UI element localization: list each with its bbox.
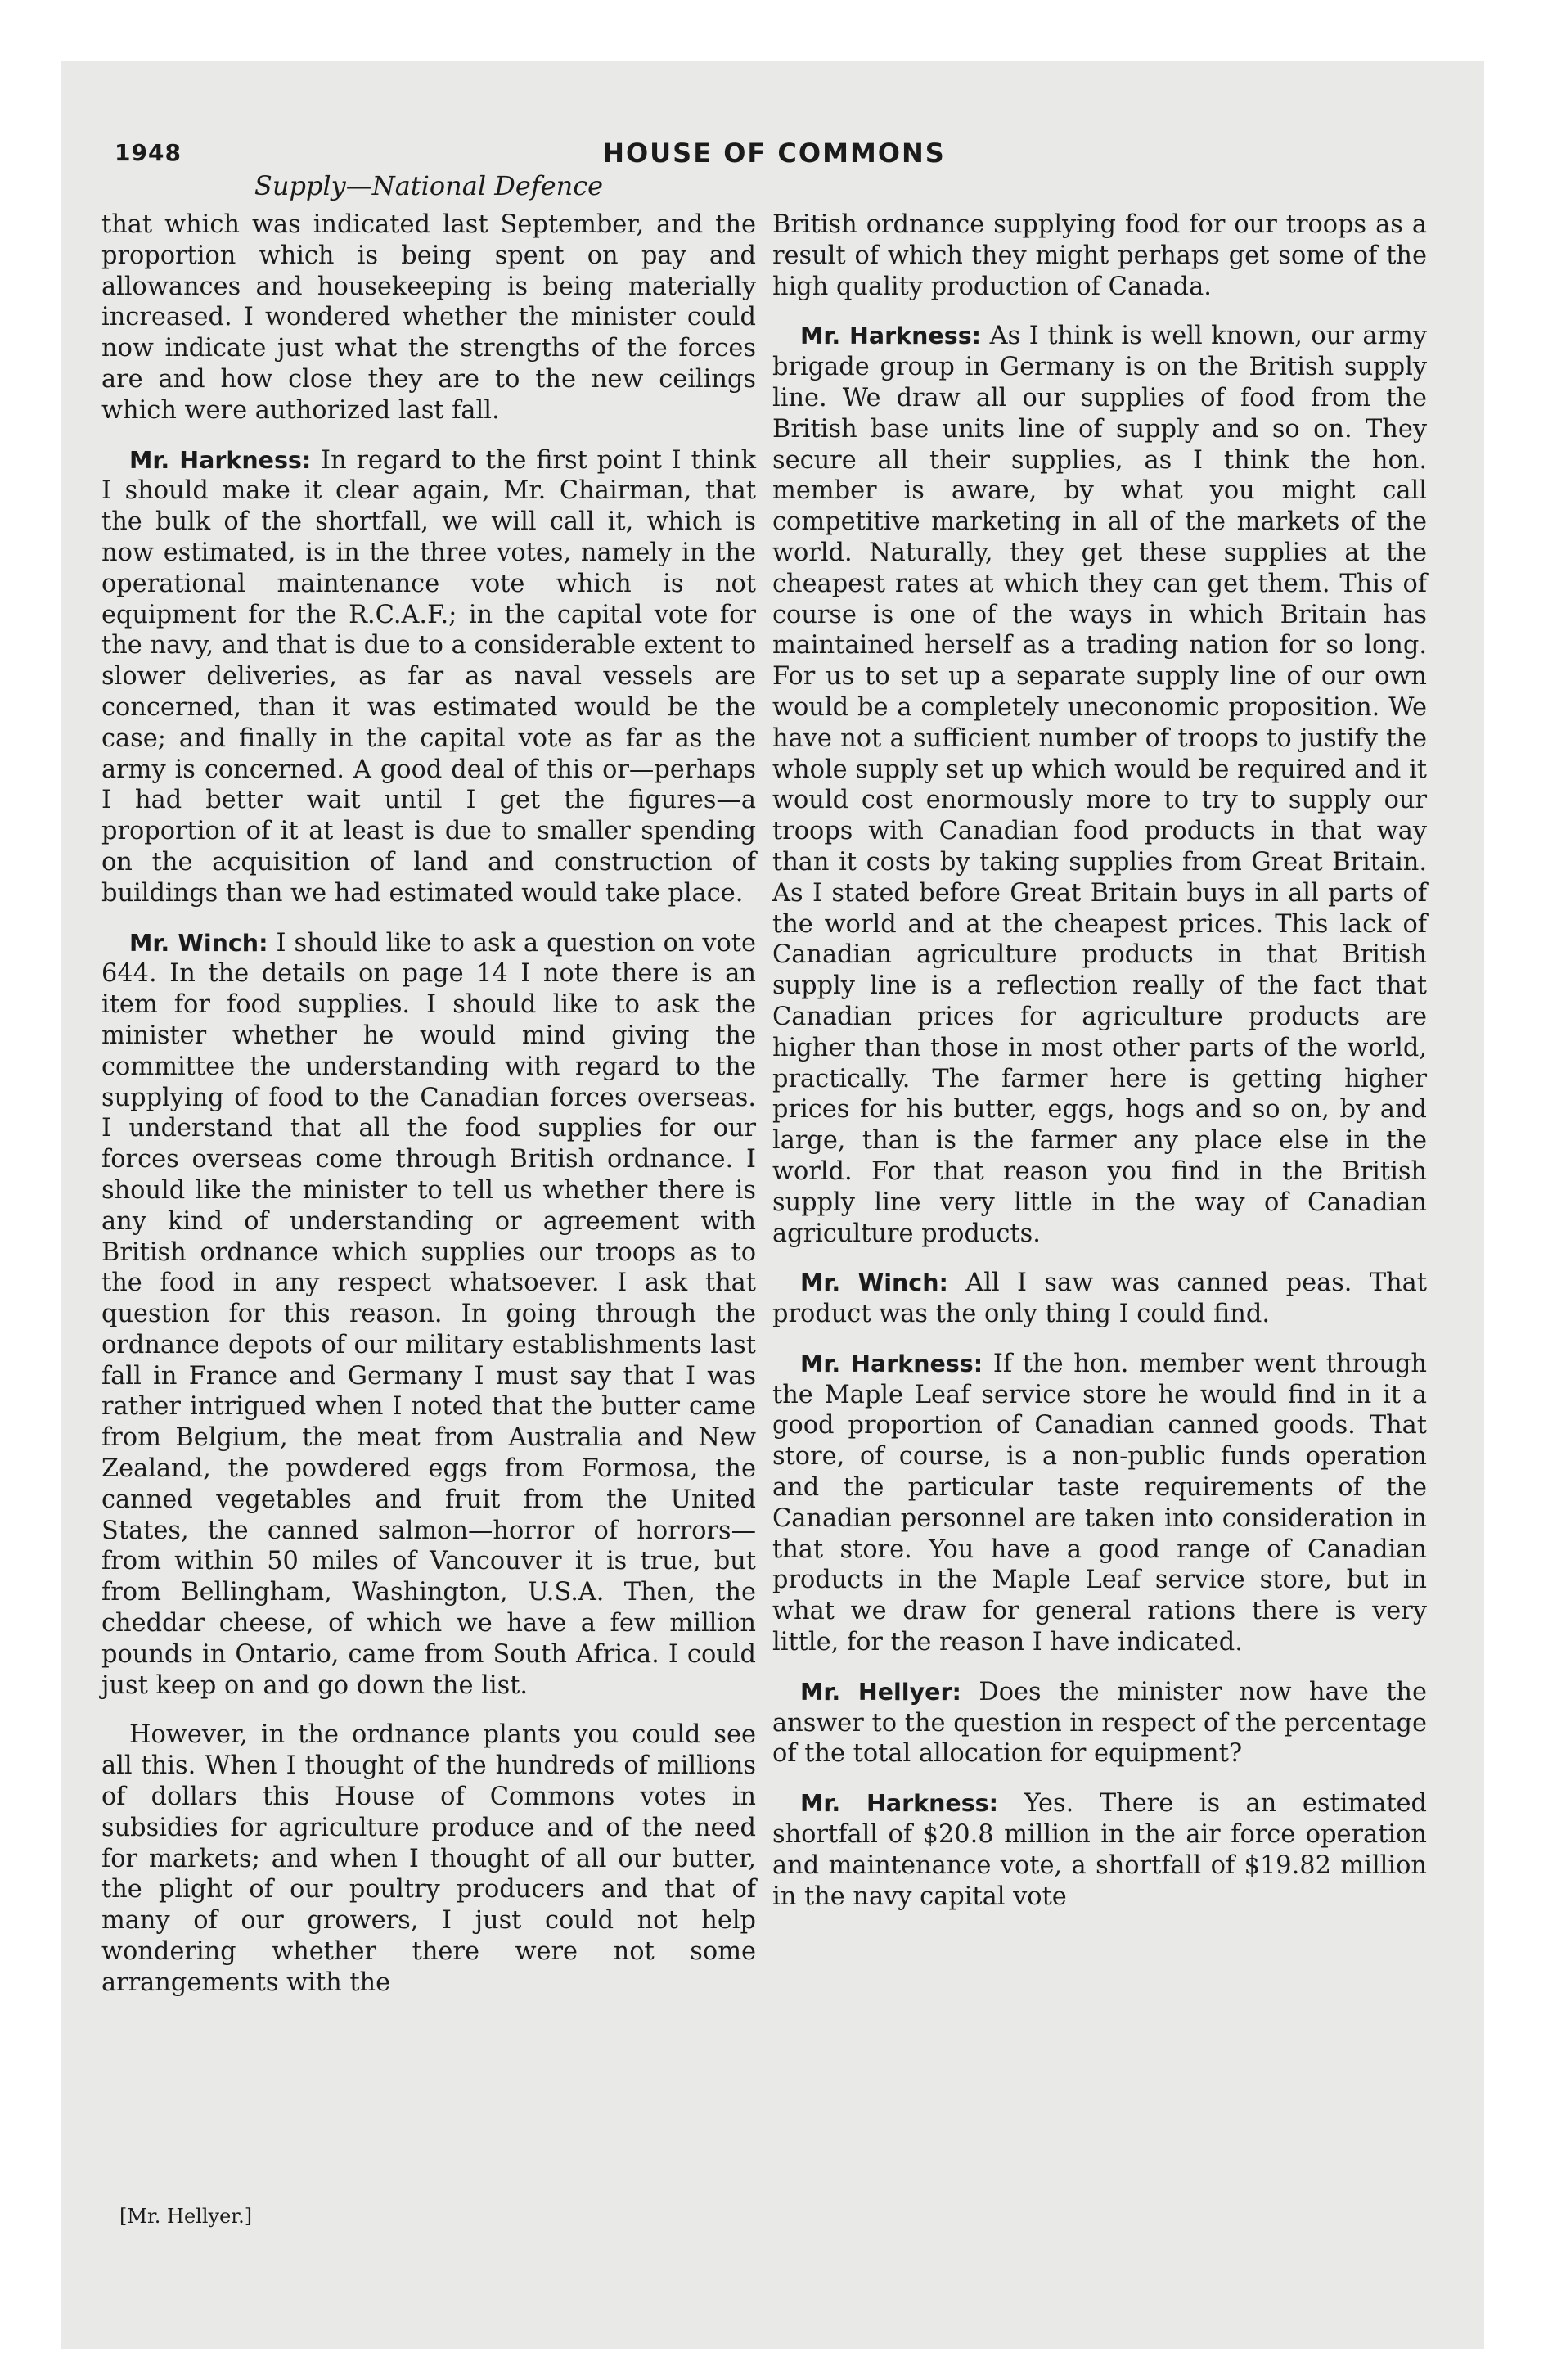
paragraph [101, 210, 756, 426]
paragraph [772, 321, 1427, 1249]
speaker-name: Mr. Harkness: [800, 1350, 983, 1377]
paragraph [772, 1349, 1427, 1658]
left-column [101, 210, 756, 2017]
speaker-name: Mr. Harkness: [800, 322, 982, 350]
running-head: HOUSE OF COMMONS [602, 137, 946, 169]
paragraph [101, 928, 756, 1702]
paragraph-text: All I saw was canned peas. That product was the only thing I could find. [772, 1269, 1427, 1329]
paragraph [101, 445, 756, 909]
paragraph-text: As I think is well known, our army brigade group in Germany is on the British supply line. We draw all our supplies of food from the British base units line of supply and so on. They secure all their supplies, as I think the hon. member is aware, by what you might call competitive marketing in all of the markets of the world. Naturally, they get these supplies at the cheapest rates at which they can get them. This of course is one of the ways in which Britain has maintained herself as a trading nation for so long. For us to set up a separate supply line of our own would be a completely uneconomic proposition. We have not a sufficient number of troops to justify the whole supply set up which would be required and it would cost enormously more to try to supply our troops with Canadian food products in that way than it costs by taking supplies from Great Britain. As I stated before Great Britain buys in all parts of the world and at the cheapest prices. This lack of Canadian agriculture products in that British supply line is a reflection really of the fact that Canadian prices for agriculture products are higher than those in most other parts of the world, practically. The farmer here is getting higher prices for his butter, eggs, hogs and so on, by and large, than is the farmer any place else in the world. For that reason you find in the British supply line very little in the way of Canadian agriculture products. [772, 322, 1427, 1248]
footer-speaker-reference: [Mr. Hellyer.] [119, 2205, 253, 2228]
section-heading: Supply—National Defence [254, 170, 604, 201]
paragraph-text: that which was indicated last September, and the proportion which is being spent on pay and allowances and housekeeping is being materially increased. I wondered whether the minister could now indicate just what the strengths of the forces are and how close they are to the new ceilings which were authorized last fall. [101, 210, 756, 425]
speaker-name: Mr. Winch: [129, 929, 268, 957]
page-number: 1948 [115, 139, 182, 166]
speaker-name: Mr. Harkness: [800, 1790, 999, 1818]
speaker-name: Mr. Harkness: [129, 446, 312, 474]
paragraph [772, 1677, 1427, 1769]
right-column [772, 210, 1427, 1931]
paragraph [772, 210, 1427, 302]
paragraph-text: Yes. There is an estimated shortfall of $20.8 million in the air force operation and maintenance vote, a shortfall of $19.82 million in the navy capital vote [772, 1789, 1427, 1911]
paragraph-text: British ordnance supplying food for our troops as a result of which they might perhaps get some of the high quality production of Canada. [772, 210, 1427, 301]
speaker-name: Mr. Winch: [800, 1269, 948, 1297]
paragraph-text: Does the minister now have the answer to the question in respect of the percentage of the total allocation for equipment? [772, 1677, 1427, 1769]
paragraph [101, 1720, 756, 1998]
paragraph-text: I should like to ask a question on vote 644. In the details on page 14 I note there is an item for food supplies. I should like to ask the minister whether he would mind giving the committee the understanding with regard to the supplying of food to the Canadian forces overseas. I understand that all the food supplies for our forces overseas come through British ordnance. I should like the minister to tell us whether there is any kind of understanding or agreement with British ordnance which supplies our troops as to the food in any respect whatsoever. I ask that question for this reason. In going through the ordnance depots of our military establishments last fall in France and Germany I must say that I was rather intrigued when I noted that the butter came from Belgium, the meat from Australia and New Zealand, the powdered eggs from Formosa, the canned vegetables and fruit from the United States, the canned salmon—horror of horrors—from within 50 miles of Vancouver it is true, but from Bellingham, Washington, U.S.A. Then, the cheddar cheese, of which we have a few million pounds in Ontario, came from South Africa. I could just keep on and go down the list. [101, 928, 756, 1700]
paragraph-text: However, in the ordnance plants you could see all this. When I thought of the hundreds of millions of dollars this House of Commons votes in subsidies for agriculture produce and of the need for markets; and when I thought of all our butter, the plight of our poultry producers and that of many of our growers, I just could not help wondering whether there were not some arrangements with the [101, 1720, 756, 1997]
paragraph-text: In regard to the first point I think I should make it clear again, Mr. Chairman, that the bulk of the shortfall, we will call it, which is now estimated, is in the three votes, namely in the operational maintenance vote which is not equipment for the R.C.A.F.; in the capital vote for the navy, and that is due to a considerable extent to slower deliveries, as far as naval vessels are concerned, than it was estimated would be the case; and finally in the capital vote as far as the army is concerned. A good deal of this or—perhaps I had better wait until I get the figures—a proportion of it at least is due to smaller spending on the acquisition of land and construction of buildings than we had estimated would take place. [101, 445, 756, 908]
speaker-name: Mr. Hellyer: [800, 1678, 961, 1706]
paragraph-text: If the hon. member went through the Maple Leaf service store he would find in it a good proportion of Canadian canned goods. That store, of course, is a non-public funds operation and the particular taste requirements of the Canadian personnel are taken into consideration in that store. You have a good range of Canadian products in the Maple Leaf service store, but in what we draw for general rations there is very little, for the reason I have indicated. [772, 1349, 1427, 1657]
paragraph [772, 1788, 1427, 1912]
paragraph [772, 1268, 1427, 1330]
